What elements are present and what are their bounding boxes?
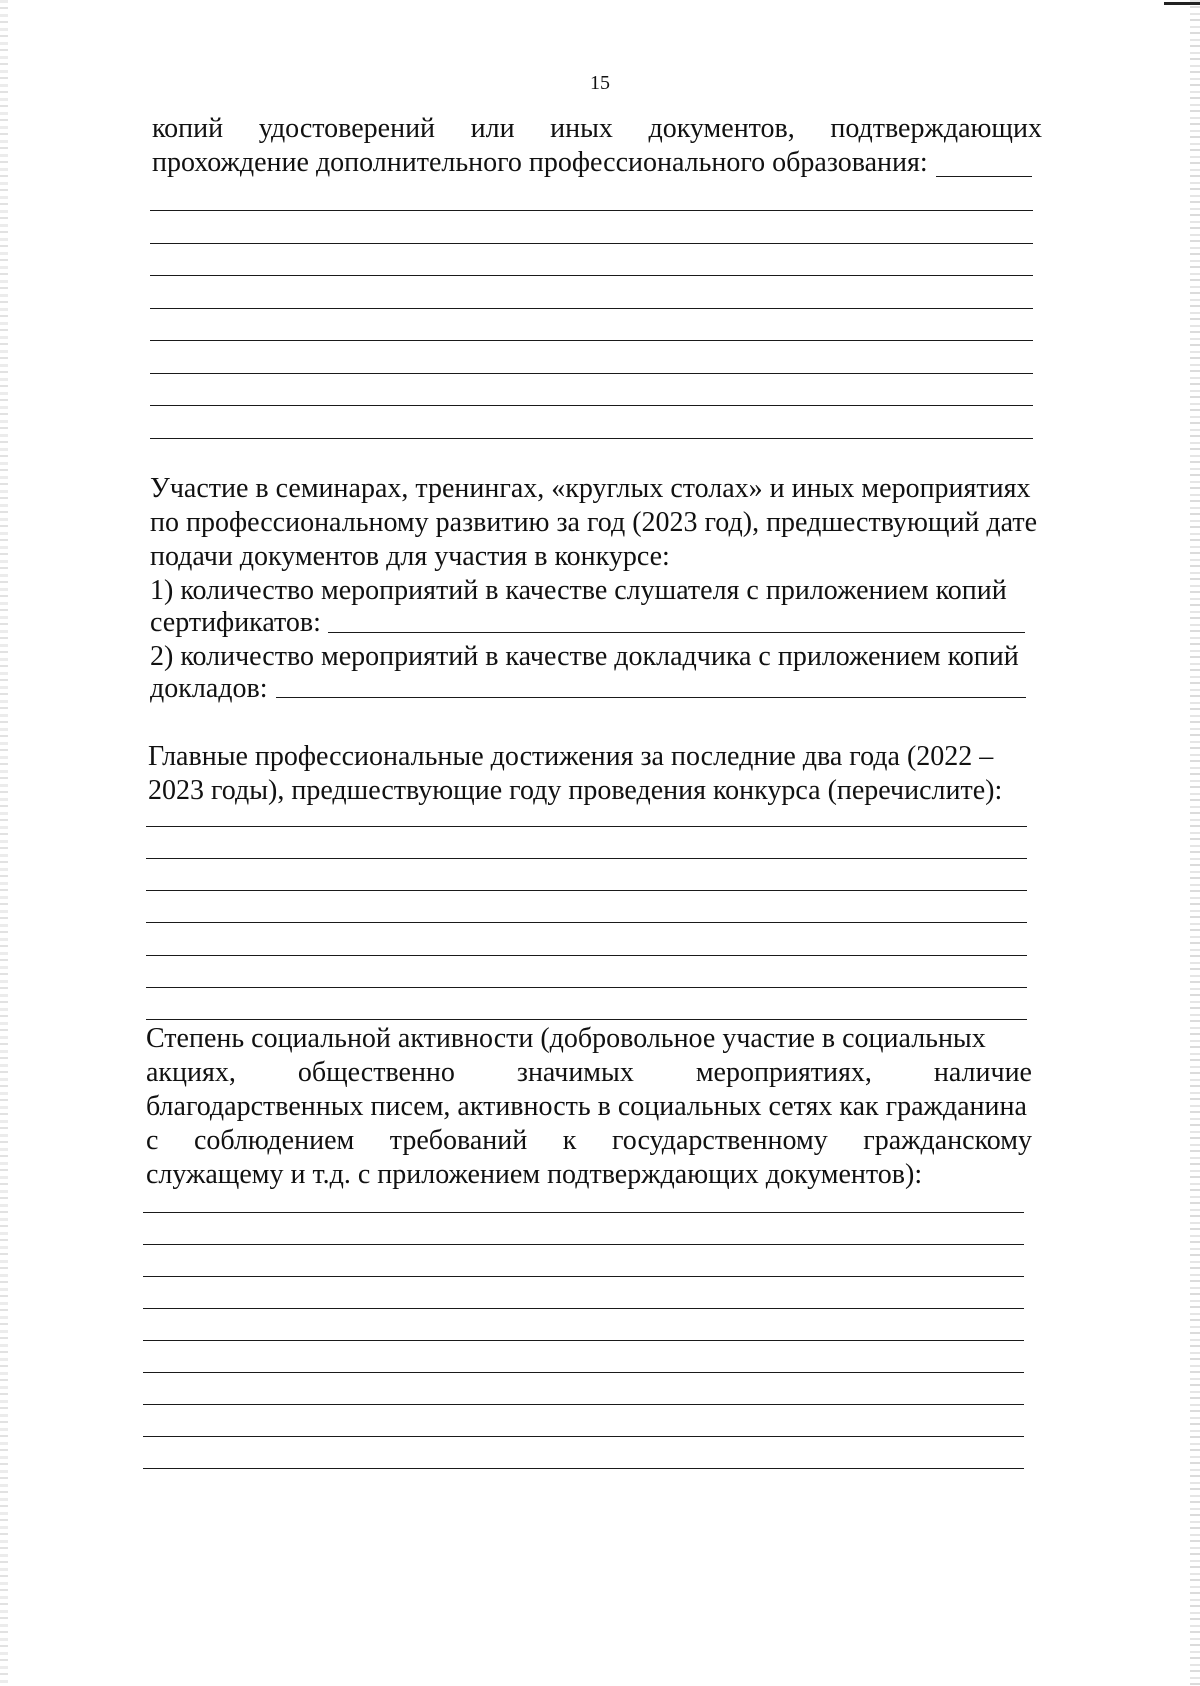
answer-line[interactable] <box>146 1019 1027 1020</box>
section2-item1-line2: сертификатов: <box>150 607 321 638</box>
section2-item1-line1: 1) количество мероприятий в качестве слушателя с приложением копий <box>150 575 1007 606</box>
section1-line1: копий удостоверений или иных документов, подтверждающих <box>152 113 1042 144</box>
scan-edge-left <box>0 0 8 1686</box>
answer-line[interactable] <box>143 1468 1024 1469</box>
section4-line3: благодарственных писем, активность в социальных сетях как гражданина <box>146 1091 1027 1122</box>
answer-line[interactable] <box>150 405 1033 406</box>
answer-line[interactable] <box>146 922 1027 923</box>
answer-line[interactable] <box>143 1308 1024 1309</box>
section4-line5: служащему и т.д. с приложением подтверждающих документов): <box>146 1159 923 1190</box>
answer-line[interactable] <box>143 1212 1024 1213</box>
section2-line1: Участие в семинарах, тренингах, «круглых столах» и иных мероприятиях <box>150 473 1031 504</box>
answer-line[interactable] <box>146 987 1027 988</box>
answer-line[interactable] <box>150 308 1033 309</box>
section4-line4: с соблюдением требований к государственному гражданскому <box>146 1125 1032 1156</box>
answer-line[interactable] <box>143 1404 1024 1405</box>
answer-line[interactable] <box>143 1276 1024 1277</box>
answer-line[interactable] <box>143 1244 1024 1245</box>
answer-line[interactable] <box>150 210 1033 211</box>
scan-corner-mark <box>1164 2 1200 5</box>
answer-line[interactable] <box>150 438 1033 439</box>
answer-line[interactable] <box>143 1436 1024 1437</box>
answer-line[interactable] <box>143 1340 1024 1341</box>
section3-line1: Главные профессиональные достижения за последние два года (2022 – <box>148 741 994 772</box>
scan-edge-right <box>1190 0 1200 1686</box>
section2-line3: подачи документов для участия в конкурсе: <box>150 541 670 572</box>
section2-item2-line2: докладов: <box>150 673 268 704</box>
answer-line[interactable] <box>150 243 1033 244</box>
answer-line[interactable] <box>276 697 1026 698</box>
answer-line[interactable] <box>146 955 1027 956</box>
answer-line[interactable] <box>936 176 1032 177</box>
section4-line1: Степень социальной активности (добровольное участие в социальных <box>146 1023 986 1054</box>
section4-line2: акциях, общественно значимых мероприятиях, наличие <box>146 1057 1032 1088</box>
section3-line2: 2023 годы), предшествующие году проведения конкурса (перечислите): <box>148 775 1003 806</box>
answer-line[interactable] <box>146 858 1027 859</box>
section2-item2-line1: 2) количество мероприятий в качестве докладчика с приложением копий <box>150 641 1019 672</box>
answer-line[interactable] <box>146 890 1027 891</box>
answer-line[interactable] <box>150 340 1033 341</box>
section2-line2: по профессиональному развитию за год (2023 год), предшествующий дате <box>150 507 1038 538</box>
page-number: 15 <box>590 72 610 94</box>
answer-line[interactable] <box>143 1372 1024 1373</box>
answer-line[interactable] <box>146 826 1027 827</box>
answer-line[interactable] <box>328 632 1025 633</box>
answer-line[interactable] <box>150 373 1033 374</box>
answer-line[interactable] <box>150 275 1033 276</box>
section1-line2: прохождение дополнительного профессионального образования: <box>152 147 928 178</box>
